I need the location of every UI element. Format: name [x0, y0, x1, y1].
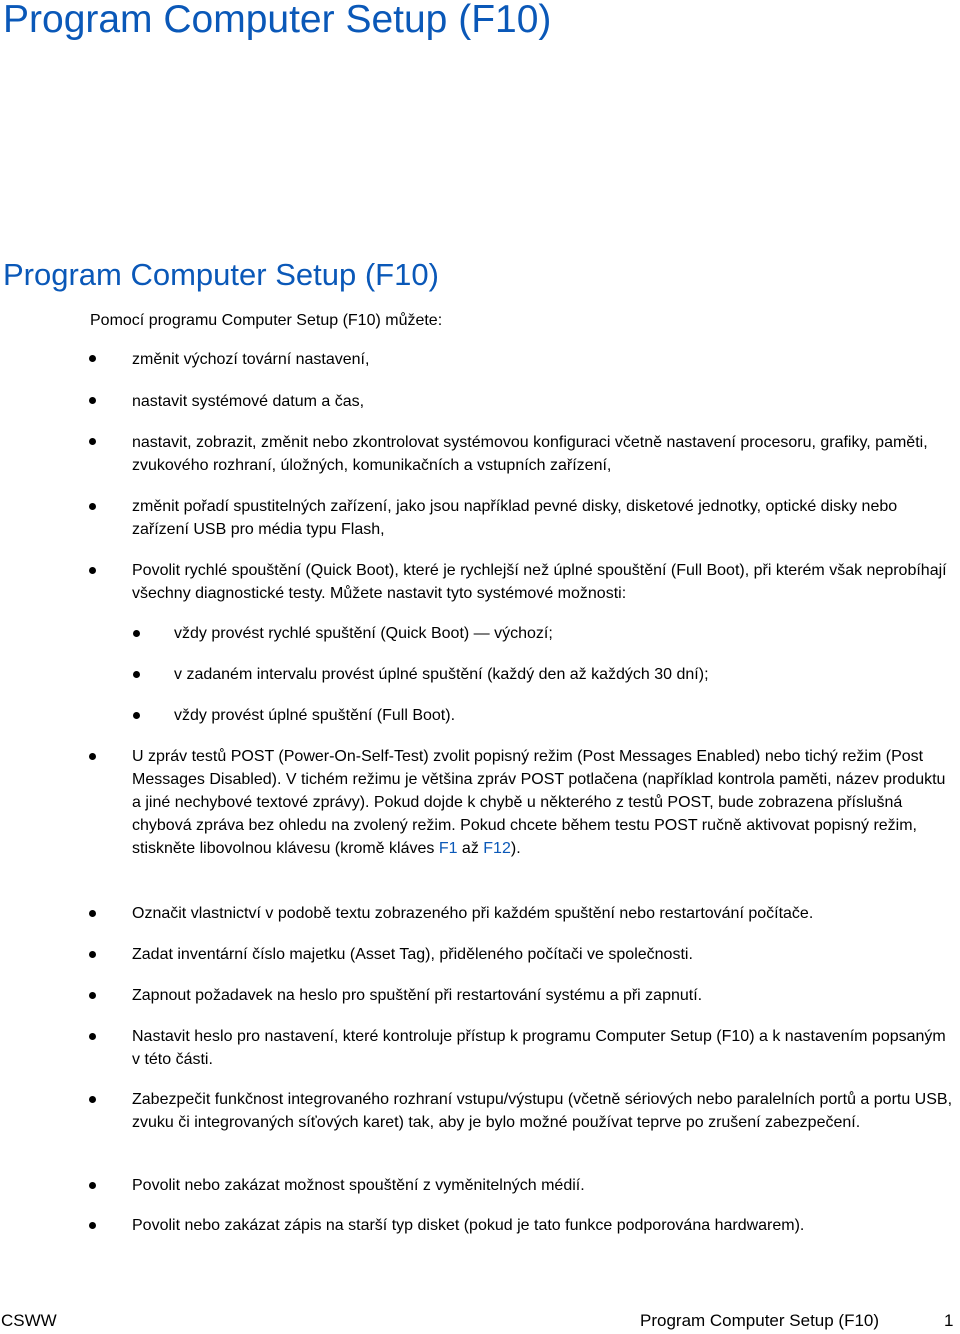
post-list-item — [132, 745, 958, 860]
sub-bullet-icon — [133, 671, 140, 678]
sub-list-item: vždy provést rychlé spuštění (Quick Boot) — výchozí; — [174, 625, 553, 642]
bullet-icon — [89, 1096, 96, 1103]
sub-bullet-icon — [133, 712, 140, 719]
list-item: nastavit systémové datum a čas, — [132, 393, 365, 410]
bullet-icon — [89, 1033, 96, 1040]
section-title: Program Computer Setup (F10) — [3, 257, 439, 292]
list-item: nastavit, zobrazit, změnit nebo zkontrolovat systémovou konfiguraci včetně nastavení procesoru, grafiky, paměti, zvukového rozhraní, úložných, komunikačních a vstupních zařízení, — [132, 434, 928, 474]
post-text-end: ). — [510, 840, 521, 857]
bullet-icon — [89, 1182, 96, 1189]
bullet-icon — [89, 753, 96, 760]
intro-text: Pomocí programu Computer Setup (F10) můžete: — [90, 312, 443, 329]
list-item: Nastavit heslo pro nastavení, které kontroluje přístup k programu Computer Setup (F10) a k nastavením popsaným v této části. — [132, 1028, 946, 1068]
post-text-start: U zpráv testů POST (Power-On-Self-Test) zvolit popisný režim (Post Messages Enabled) nebo tichý režim (Post Messages Disabled). V tichém režimu je většina zpráv POST potlačena (například kontrola paměti, název produktu a jiné nechybové textové zprávy). Pokud dojde k chybě u některého z testů POST, bude zobrazena příslušná chybová zpráva bez ohledu na zvolený režim. Pokud chcete během testu POST ručně aktivovat popisný režim, stiskněte libovolnou klávesu (kromě kláves — [132, 748, 946, 857]
chapter-title: Program Computer Setup (F10) — [3, 0, 552, 41]
key-f1-link[interactable]: F1 — [438, 840, 458, 857]
list-item: Zabezpečit funkčnost integrovaného rozhraní vstupu/výstupu (včetně sériových nebo paralelních portů a portu USB, zvuku či integrovaných síťových karet) tak, aby je bylo možné používat teprve po zrušení zabezpečení. — [132, 1091, 953, 1131]
sub-list-item: v zadaném intervalu provést úplné spuštění (každý den až každých 30 dní); — [174, 666, 709, 683]
key-f12-link[interactable]: F12 — [483, 840, 511, 857]
bullet-icon — [89, 992, 96, 999]
list-item: Zapnout požadavek na heslo pro spuštění při restartování systému a při zapnutí. — [132, 987, 703, 1004]
sub-bullet-icon — [133, 630, 140, 637]
footer-doc-code: CSWW — [1, 1311, 57, 1330]
bullet-icon — [89, 910, 96, 917]
bullet-icon — [89, 503, 96, 510]
bullet-icon — [89, 951, 96, 958]
page-number: 1 — [944, 1311, 954, 1330]
bullet-icon — [89, 438, 96, 445]
list-item: Povolit nebo zakázat možnost spouštění z vyměnitelných médií. — [132, 1177, 585, 1194]
sub-list-item: vždy provést úplné spuštění (Full Boot). — [174, 707, 456, 724]
list-item: Zadat inventární číslo majetku (Asset Tag), přiděleného počítači ve společnosti. — [132, 946, 693, 963]
list-item: změnit výchozí tovární nastavení, — [132, 351, 370, 368]
list-item: Povolit nebo zakázat zápis na starší typ disket (pokud je tato funkce podporována hardwarem). — [132, 1217, 805, 1234]
footer-section-name: Program Computer Setup (F10) — [640, 1311, 880, 1330]
list-item: Označit vlastnictví v podobě textu zobrazeného při každém spuštění nebo restartování počítače. — [132, 905, 814, 922]
post-text-middle: až — [457, 840, 484, 857]
bullet-icon — [89, 567, 96, 574]
bullet-icon — [89, 1222, 96, 1229]
list-item: Povolit rychlé spouštění (Quick Boot), které je rychlejší než úplné spouštění (Full Boot), při kterém však neprobíhají všechny diagnostické testy. Můžete nastavit tyto systémové možnosti: — [132, 562, 947, 602]
list-item: změnit pořadí spustitelných zařízení, jako jsou například pevné disky, disketové jednotky, optické disky nebo zařízení USB pro média typu Flash, — [132, 498, 898, 538]
bullet-icon — [89, 397, 96, 404]
bullet-icon — [89, 355, 96, 362]
